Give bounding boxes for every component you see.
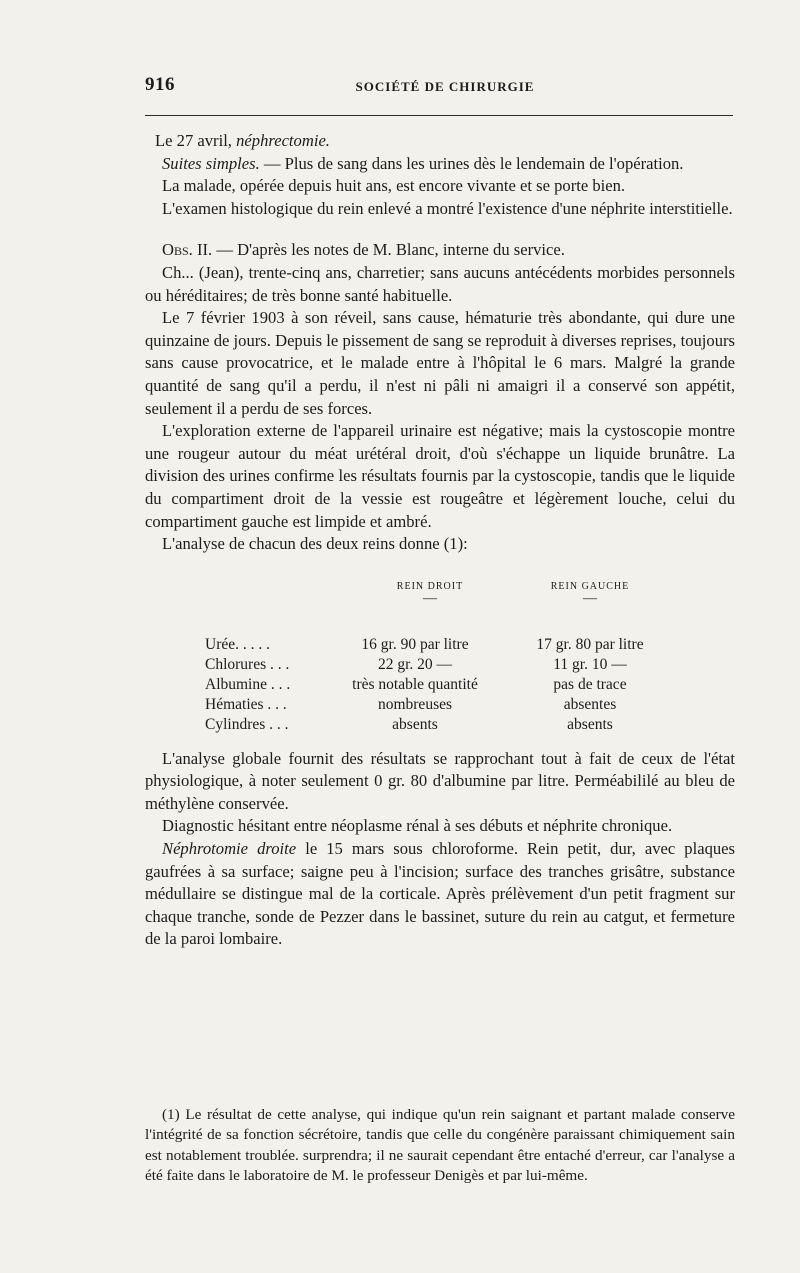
footnote-text: (1) Le résultat de cette analyse, qui indique qu'un rein saignant et partant malade conserve l'intégrité de sa fonction sécrétoire, tandis que celle du congénère paraissant chimiquement sain est notablement troublée. surprendra; il ne saurait cependant être entaché d'erreur, car l'analyse a été faite dans le laboratoire de M. le professeur Denigès et par lui-même.	[145, 1106, 735, 1185]
running-title: SOCIÉTÉ DE CHIRURGIE	[355, 79, 535, 94]
table-row	[145, 634, 735, 654]
row-label: Urée. . . . .	[205, 635, 270, 653]
paragraph-patient: Ch... (Jean), trente-cinq ans, charretier; sans aucuns antécédents morbides personnels ou héréditaires; de très bonne santé habituelle.	[145, 262, 735, 305]
cell-rein-gauche: 17 gr. 80 par litre	[536, 635, 644, 653]
observation-label: Obs. II.	[162, 240, 213, 260]
cell-rein-gauche: absentes	[563, 695, 617, 713]
row-label: Albumine . . .	[205, 675, 291, 693]
cell-rein-droit: 22 gr. 20 —	[377, 655, 453, 673]
table-row	[145, 694, 735, 714]
paragraph-exploration: L'exploration externe de l'appareil urinaire est négative; mais la cystoscopie montre une rougeur autour du méat urétéral droit, d'où s'échappe un liquide brunâtre. La division des urines confirme les résultats fournis par la cystoscopie, tandis que le liquide du compartiment droit de la vessie est rougeâtre et légèrement louche, celui du compartiment gauche est limpide et ambré.	[145, 421, 735, 531]
body-text	[145, 130, 735, 951]
paragraph-outcome: La malade, opérée depuis huit ans, est encore vivante et se porte bien.	[162, 176, 626, 196]
cell-rein-gauche: 11 gr. 10 —	[553, 655, 627, 673]
table-row	[145, 674, 735, 694]
paragraph-global-analysis: L'analyse globale fournit des résultats se rapprochant tout à fait de ceux de l'état physiologique, à noter seulement 0 gr. 80 d'albumine par litre. Perméabililé au bleu de méthylène conservée.	[145, 748, 735, 813]
cell-rein-droit: nombreuses	[377, 695, 453, 713]
paragraph-nephrectomy: Le 27 avril, néphrectomie.	[155, 131, 330, 150]
column-header-rein-droit: REIN DROIT	[396, 580, 464, 592]
cell-rein-gauche: absents	[567, 715, 613, 733]
row-label: Hématies . . .	[205, 695, 287, 713]
cell-rein-droit: 16 gr. 90 par litre	[361, 635, 469, 653]
cell-rein-droit: très notable quantité	[352, 675, 478, 693]
paragraph-diagnosis: Diagnostic hésitant entre néoplasme rénal à ses débuts et néphrite chronique.	[162, 816, 673, 836]
footnote	[145, 1105, 735, 1187]
table-row	[145, 654, 735, 674]
paragraph-analysis-intro: L'analyse de chacun des deux reins donne (1):	[162, 534, 468, 554]
row-label: Chlorures . . .	[205, 655, 290, 673]
paragraph-histology: L'examen histologique du rein enlevé a montré l'existence d'une néphrite interstitielle.	[162, 198, 733, 218]
header-rule	[145, 115, 733, 116]
paragraph-nephrotomy: Néphrotomie droite le 15 mars sous chloroforme. Rein petit, dur, avec plaques gaufrées à sa surface; saigne peu à l'incision; surface des tranches grisâtre, substance médullaire se distingue mal de la corticale. Après prélèvement d'un petit fragment sur chaque tranche, sonde de Pezzer dans le bassinet, suture du rein au catgut, et fermeture de la paroi lombaire.	[145, 839, 735, 949]
row-label: Cylindres . . .	[205, 715, 289, 733]
column-dash-left: —	[423, 590, 437, 606]
paragraph-suites: Suites simples. — Plus de sang dans les urines dès le lendemain de l'opération.	[162, 153, 684, 173]
page-header	[145, 74, 735, 100]
table-row	[145, 714, 735, 734]
page-number: 916	[145, 74, 175, 95]
cell-rein-gauche: pas de trace	[553, 675, 627, 693]
kidney-analysis-table	[145, 576, 735, 734]
paragraph-observation-title: Obs. II. — D'après les notes de M. Blanc, interne du service.	[162, 240, 565, 260]
paragraph-history: Le 7 février 1903 à son réveil, sans cause, hématurie très abondante, qui dure une quinzaine de jours. Depuis le pissement de sang se reproduit à diverses reprises, toujours sans cause provocatrice, et le malade entre à l'hôpital le 6 mars. Malgré la grande quantité de sang qu'il a perdu, il n'est ni pâli ni amaigri il a conservé son appétit, seulement il a perdu de ses forces.	[145, 308, 735, 418]
column-header-rein-gauche: REIN GAUCHE	[550, 580, 630, 592]
column-dash-right: —	[583, 590, 597, 606]
cell-rein-droit: absents	[392, 715, 438, 733]
